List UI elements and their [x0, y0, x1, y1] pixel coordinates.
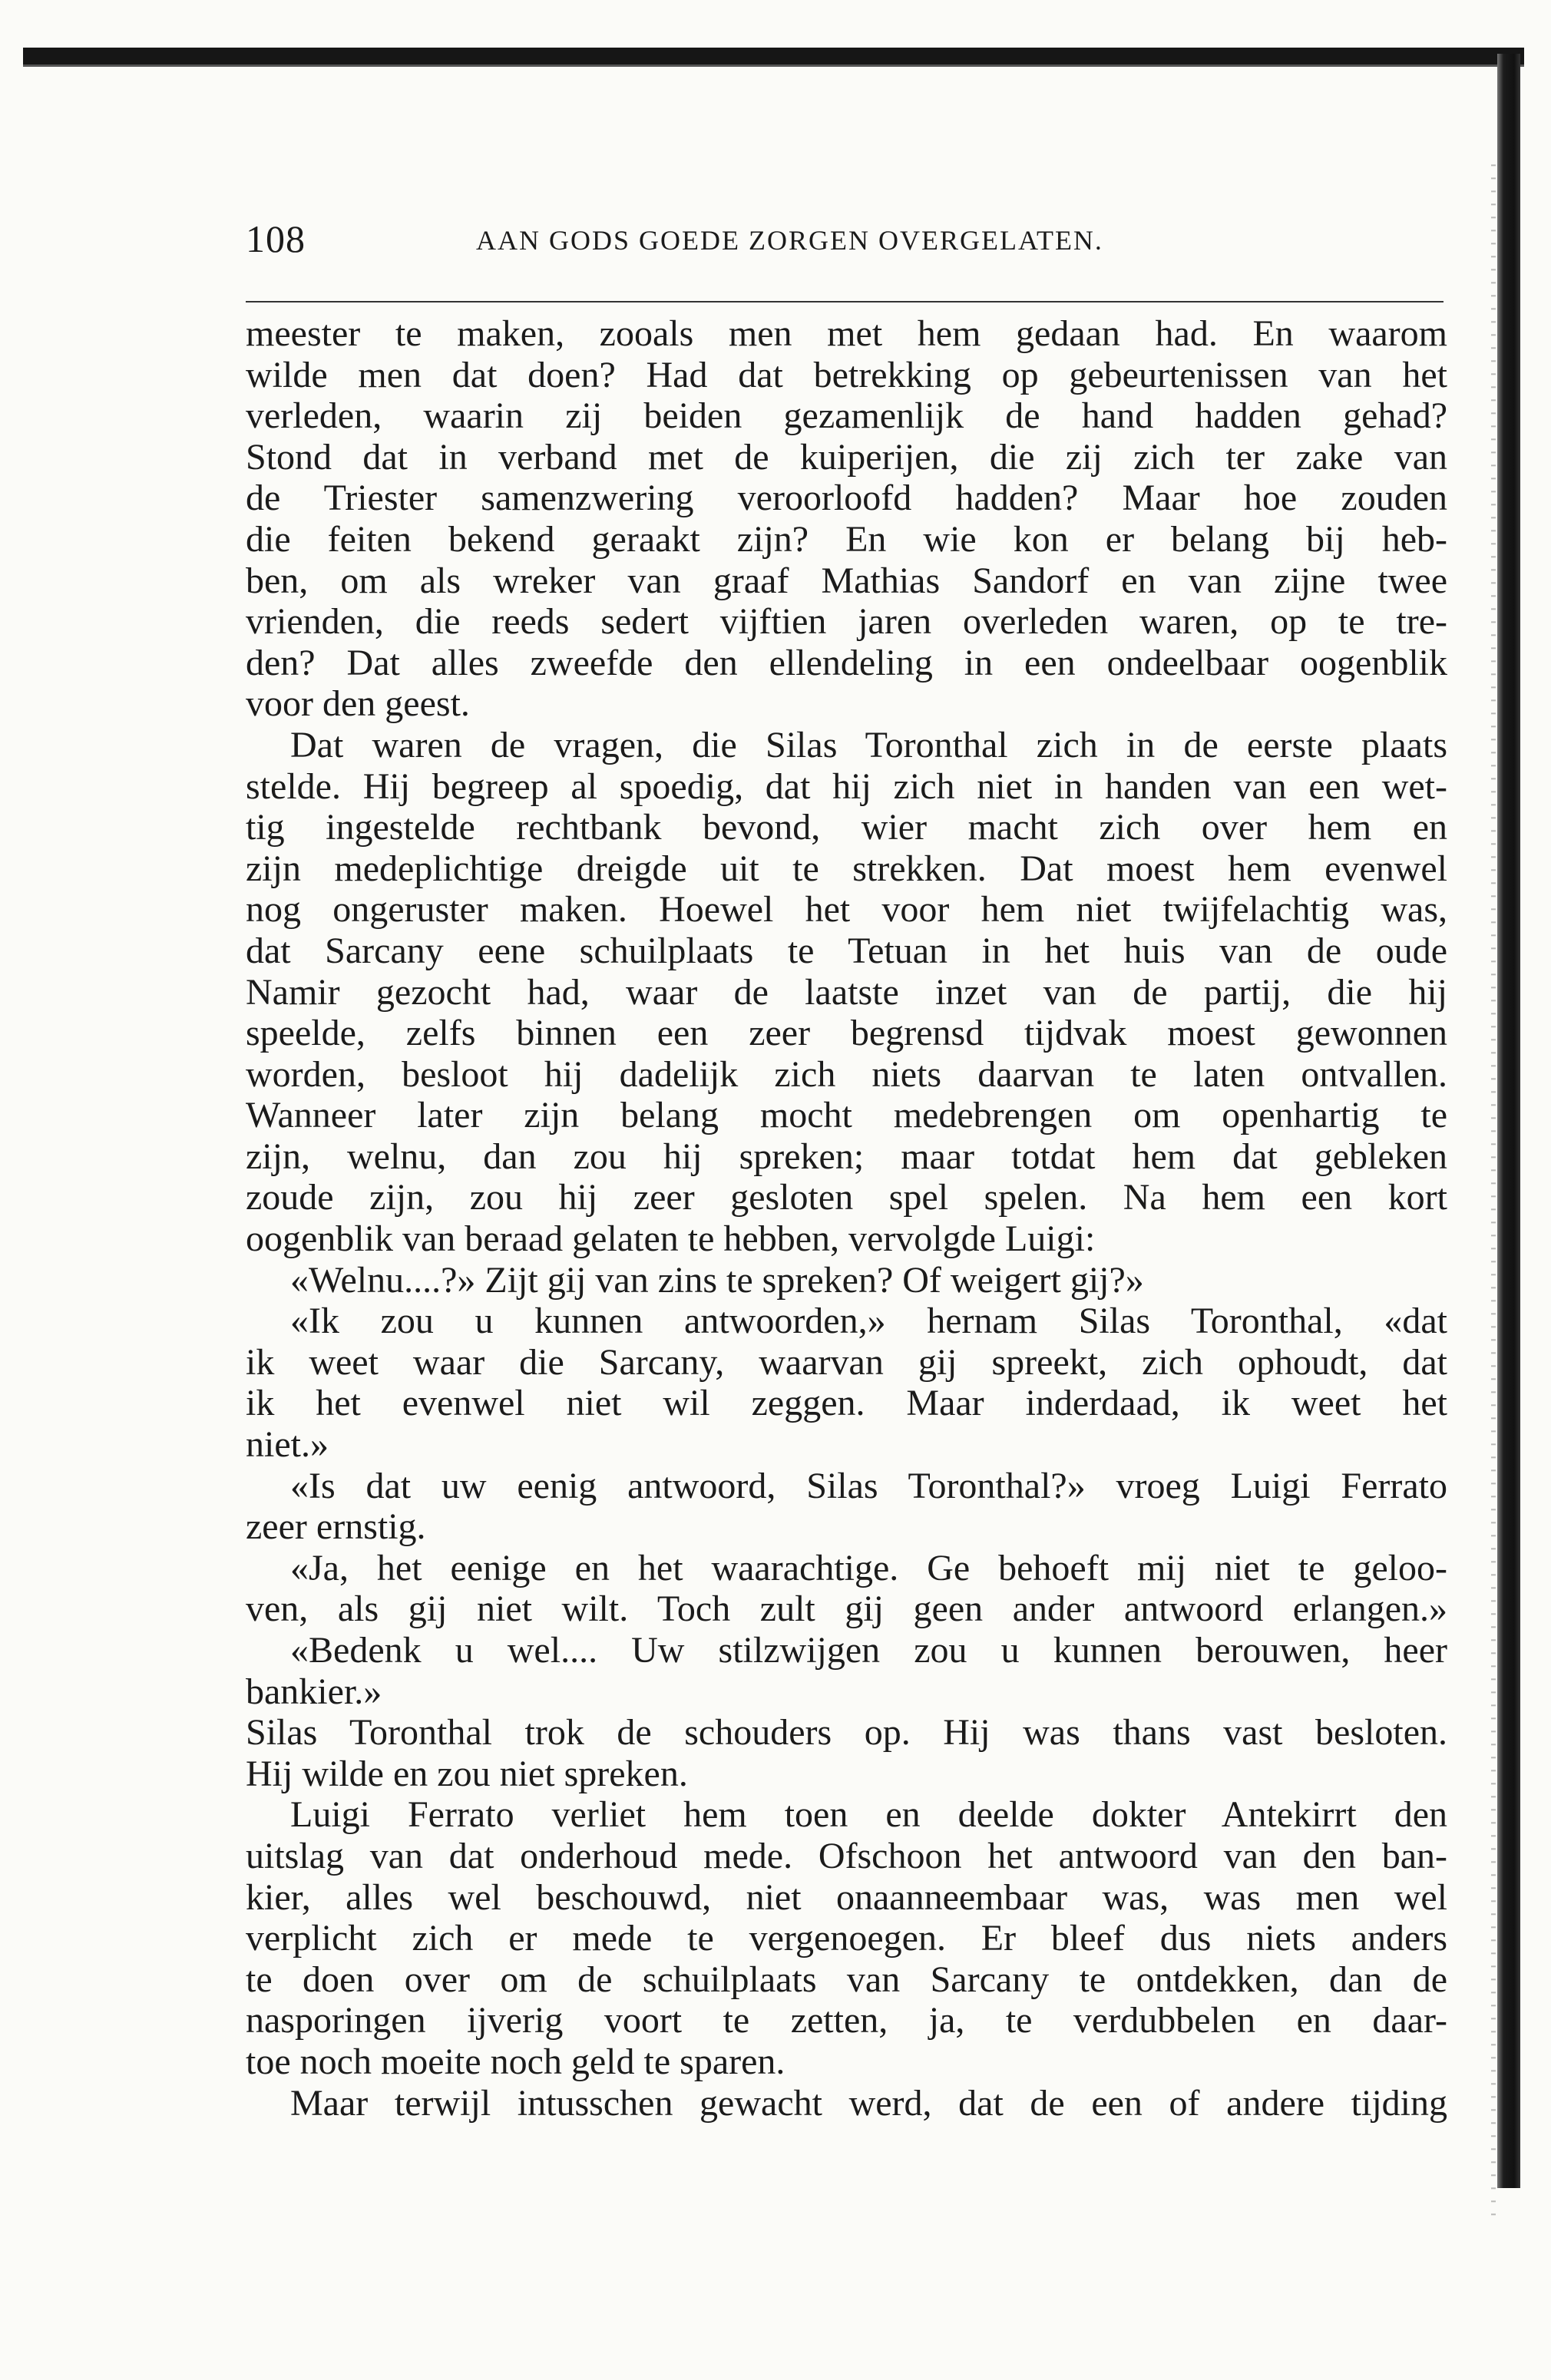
text-line: te doen over om de schuilplaats van Sarcany te ontdekken, dan de: [246, 1959, 1447, 2000]
text-line: Dat waren de vragen, die Silas Toronthal zich in de eerste plaats: [290, 724, 1447, 765]
text-line: worden, besloot hij dadelijk zich niets daarvan te laten ontvallen.: [246, 1053, 1447, 1095]
text-line: voor den geest.: [246, 683, 470, 725]
text-line: verplicht zich er mede te vergenoegen. Er bleef dus niets anders: [246, 1918, 1447, 1959]
text-line: zoude zijn, zou hij zeer gesloten spel spelen. Na hem een kort: [246, 1177, 1447, 1218]
text-line: ven, als gij niet wilt. Toch zult gij geen ander antwoord erlangen.»: [246, 1588, 1447, 1630]
text-line: niet.»: [246, 1424, 329, 1466]
text-line: meester te maken, zooals men met hem gedaan had. En waarom: [246, 313, 1447, 354]
page-number: 108: [246, 217, 306, 260]
text-line: Stond dat in verband met de kuiperijen, die zij zich ter zake van: [246, 436, 1447, 478]
text-line: wilde men dat doen? Had dat betrekking op gebeurtenissen van het: [246, 354, 1447, 395]
text-line: ben, om als wreker van graaf Mathias Sandorf en van zijne twee: [246, 560, 1447, 601]
text-line: nog ongeruster maken. Hoewel het voor hem niet twijfelachtig was,: [246, 889, 1447, 931]
text-line: zeer ernstig.: [246, 1506, 426, 1548]
page-header: [246, 217, 1444, 270]
text-line: stelde. Hij begreep al spoedig, dat hij zich niet in handen van een wet-: [246, 765, 1447, 807]
text-line: zijn, welnu, dan zou hij spreken; maar totdat hem dat gebleken: [246, 1135, 1447, 1177]
text-line: speelde, zelfs binnen een zeer begrensd tijdvak moest gewonnen: [246, 1013, 1447, 1054]
text-line: den? Dat alles zweefde den ellendeling in een ondeelbaar oogenblik: [246, 642, 1447, 683]
book-spine-shadow: [1497, 54, 1520, 2188]
text-line: toe noch moeite noch geld te sparen.: [246, 2041, 785, 2082]
text-line: «Is dat uw eenig antwoord, Silas Toronthal?» vroeg Luigi Ferrato: [290, 1465, 1447, 1506]
text-line: Silas Toronthal trok de schouders op. Hij was thans vast besloten.: [246, 1712, 1447, 1754]
text-line: uitslag van dat onderhoud mede. Ofschoon het antwoord van den ban-: [246, 1835, 1447, 1876]
text-line: «Ik zou u kunnen antwoorden,» hernam Silas Toronthal, «dat: [290, 1301, 1447, 1342]
text-line: «Bedenk u wel.... Uw stilzwijgen zou u kunnen berouwen, heer: [290, 1630, 1447, 1671]
text-line: oogenblik van beraad gelaten te hebben, vervolgde Luigi:: [246, 1218, 1096, 1260]
text-line: Luigi Ferrato verliet hem toen en deelde dokter Antekirrt den: [290, 1794, 1447, 1836]
text-line: ik weet waar die Sarcany, waarvan gij spreekt, zich ophoudt, dat: [246, 1341, 1447, 1383]
text-line: «Welnu....?» Zijt gij van zins te spreken? Of weigert gij?»: [290, 1259, 1144, 1301]
top-border-rule: [23, 48, 1524, 64]
text-line: vrienden, die reeds sedert vijftien jaren overleden waren, op te tre-: [246, 601, 1447, 643]
text-line: die feiten bekend geraakt zijn? En wie kon er belang bij heb-: [246, 518, 1447, 560]
text-line: «Ja, het eenige en het waarachtige. Ge behoeft mij niet te geloo-: [290, 1547, 1447, 1588]
text-line: bankier.»: [246, 1671, 382, 1712]
text-line: Namir gezocht had, waar de laatste inzet van de partij, die hij: [246, 971, 1447, 1013]
text-line: verleden, waarin zij beiden gezamenlijk de hand hadden gehad?: [246, 395, 1447, 437]
header-rule: [246, 301, 1444, 302]
text-line: zijn medeplichtige dreigde uit te strekken. Dat moest hem evenwel: [246, 848, 1447, 889]
text-line: ik het evenwel niet wil zeggen. Maar inderdaad, ik weet het: [246, 1383, 1447, 1424]
text-line: Maar terwijl intusschen gewacht werd, dat de een of andere tijding: [290, 2082, 1447, 2124]
page-edge-shadow: [1491, 154, 1496, 2226]
text-line: Wanneer later zijn belang mocht medebrengen om openhartig te: [246, 1095, 1447, 1136]
running-head: AAN GODS GOEDE ZORGEN OVERGELATEN.: [476, 225, 1103, 256]
top-border-rule-thin: [23, 64, 1524, 67]
text-line: dat Sarcany eene schuilplaats te Tetuan in het huis van de oude: [246, 930, 1447, 971]
text-line: kier, alles wel beschouwd, niet onaanneembaar was, was men wel: [246, 1876, 1447, 1918]
text-line: Hij wilde en zou niet spreken.: [246, 1753, 688, 1794]
text-line: nasporingen ijverig voort te zetten, ja, te verdubbelen en daar-: [246, 2000, 1447, 2041]
text-line: de Triester samenzwering veroorloofd hadden? Maar hoe zouden: [246, 478, 1447, 519]
text-line: tig ingestelde rechtbank bevond, wier macht zich over hem en: [246, 807, 1447, 848]
body-text: [246, 313, 1447, 2124]
